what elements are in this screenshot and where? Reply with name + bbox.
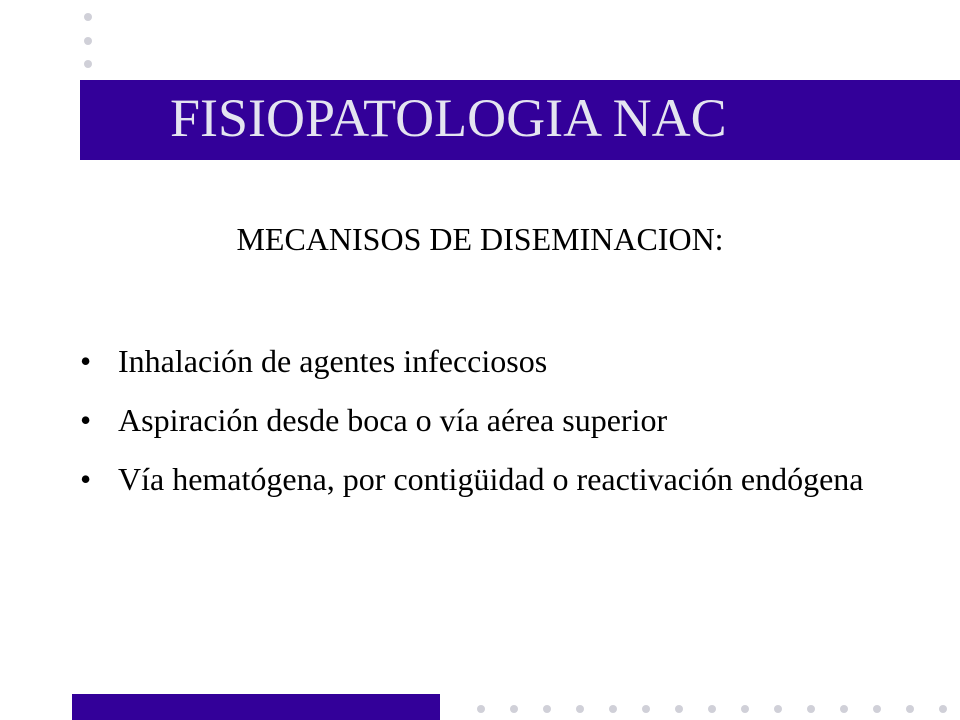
bullet-list <box>80 342 880 519</box>
decor-dot <box>84 37 92 45</box>
decor-dot <box>675 705 683 713</box>
decor-dot <box>939 705 947 713</box>
bullet-icon: • <box>80 402 92 438</box>
bullet-text: Inhalación de agentes infecciosos <box>118 343 548 379</box>
decor-dot <box>576 705 584 713</box>
bullet-item <box>80 401 880 439</box>
slide-subtitle: MECANISOS DE DISEMINACION: <box>236 221 724 257</box>
decor-dot <box>906 705 914 713</box>
decor-dot <box>840 705 848 713</box>
bullet-text: Aspiración desde boca o vía aérea superior <box>118 402 668 438</box>
decor-dot <box>642 705 650 713</box>
decor-dot <box>807 705 815 713</box>
bullet-icon: • <box>80 461 92 497</box>
slide-title: FISIOPATOLOGIA NAC <box>170 88 727 148</box>
decor-dot <box>543 705 551 713</box>
bullet-icon: • <box>80 343 92 379</box>
decor-dot <box>741 705 749 713</box>
bullet-item <box>80 460 880 498</box>
decor-dot <box>510 705 518 713</box>
decor-dot <box>477 705 485 713</box>
decor-dot <box>84 60 92 68</box>
bullet-text: Vía hematógena, por contigüidad o reactivación endógena <box>118 461 864 497</box>
decor-dot <box>84 13 92 21</box>
decor-dot <box>708 705 716 713</box>
decor-dot <box>873 705 881 713</box>
bottom-accent-bar <box>72 694 440 720</box>
bullet-item <box>80 342 880 380</box>
decor-dot <box>774 705 782 713</box>
decor-dot <box>609 705 617 713</box>
